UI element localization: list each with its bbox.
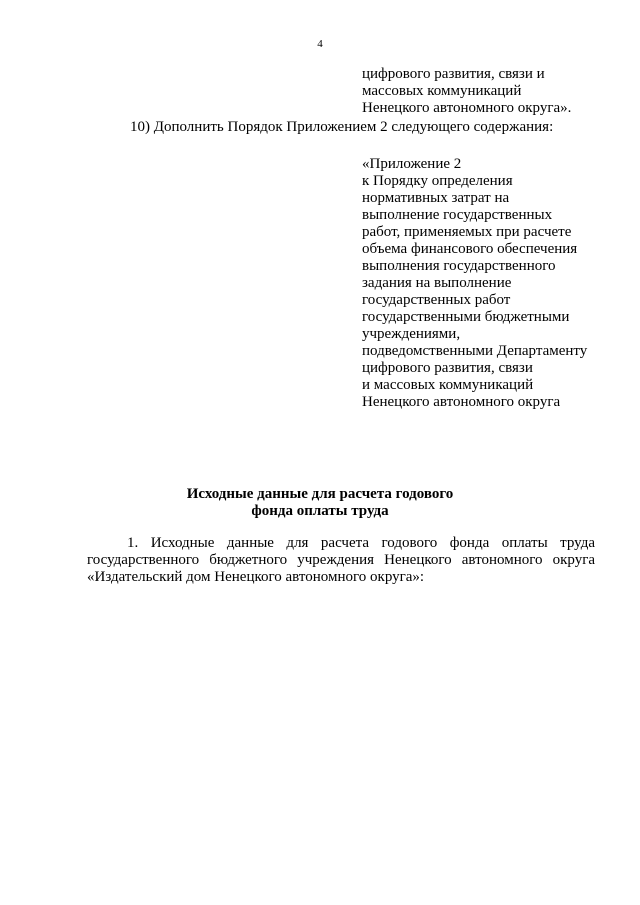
page-number: 4 xyxy=(317,38,323,50)
paragraph-line: государственного бюджетного учреждения Ненецкого автономного округа xyxy=(87,552,595,568)
heading-line-1: Исходные данные для расчета годового xyxy=(186,486,454,502)
heading-line-2: фонда оплаты труда xyxy=(251,503,389,519)
continuation-block xyxy=(362,66,602,117)
appendix-line: государственными бюджетными xyxy=(362,309,570,325)
appendix-line: выполнения государственного xyxy=(362,258,556,274)
appendix-line: Ненецкого автономного округа xyxy=(362,394,561,410)
appendix-header-block xyxy=(362,156,602,411)
continuation-line: цифрового развития, связи и xyxy=(362,66,545,82)
appendix-line: к Порядку определения xyxy=(362,173,513,189)
continuation-line: массовых коммуникаций xyxy=(362,83,522,99)
appendix-line: «Приложение 2 xyxy=(362,156,462,172)
appendix-line: работ, применяемых при расчете xyxy=(362,224,572,240)
appendix-line: цифрового развития, связи xyxy=(362,360,533,376)
appendix-line: выполнение государственных xyxy=(362,207,553,223)
appendix-line: государственных работ xyxy=(362,292,511,308)
appendix-line: задания на выполнение xyxy=(362,275,512,291)
appendix-line: подведомственными Департаменту xyxy=(362,343,588,359)
item-10-text: 10) Дополнить Порядок Приложением 2 следующего содержания: xyxy=(130,119,554,135)
continuation-line: Ненецкого автономного округа». xyxy=(362,100,572,116)
section-heading xyxy=(0,486,640,520)
appendix-line: и массовых коммуникаций xyxy=(362,377,534,393)
appendix-line: объема финансового обеспечения xyxy=(362,241,578,257)
paragraph-1 xyxy=(87,535,595,586)
appendix-line: учреждениями, xyxy=(362,326,461,342)
paragraph-line: «Издательский дом Ненецкого автономного округа»: xyxy=(87,569,425,585)
paragraph-line: 1. Исходные данные для расчета годового фонда оплаты труда xyxy=(127,535,595,551)
appendix-line: нормативных затрат на xyxy=(362,190,510,206)
